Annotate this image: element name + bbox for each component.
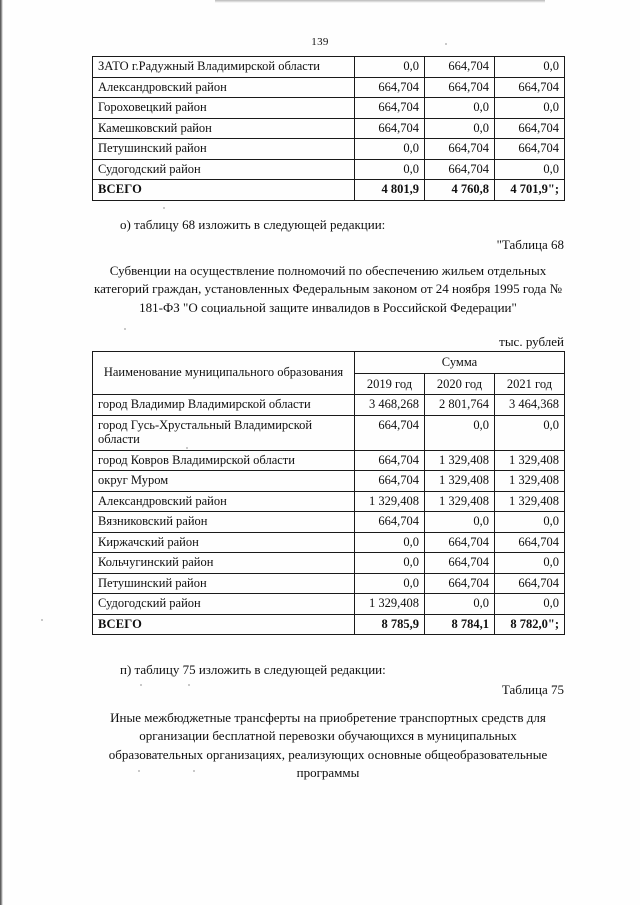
row-name: Петушинский район <box>93 139 355 160</box>
table-row <box>93 118 565 139</box>
table-row <box>93 450 565 471</box>
row-name: Кольчугинский район <box>93 553 355 574</box>
header-year-2021: 2021 год <box>495 373 565 395</box>
row-name: город Гусь-Хрустальный Владимирской области <box>93 415 355 450</box>
row-value-2019: 664,704 <box>355 77 425 98</box>
table-row <box>93 553 565 574</box>
row-value-2019: 0,0 <box>355 57 425 78</box>
amendment-clause-o: о) таблицу 68 изложить в следующей редакции: <box>120 217 386 232</box>
row-value-2019: 664,704 <box>355 512 425 533</box>
row-value-2019: 0,0 <box>355 139 425 160</box>
table-68-title: Субвенции на осуществление полномочий по обеспечению жильем отдельных категорий граждан, установленных Федеральным законом от 24 ноября 1995 года № 181-ФЗ "О социальной защите инвалидов в Российской Федерации" <box>94 263 562 315</box>
row-value-2019: 1 329,408 <box>355 491 425 512</box>
table-row <box>93 594 565 615</box>
row-value-2021: 1 329,408 <box>495 450 565 471</box>
row-name: Камешковский район <box>93 118 355 139</box>
scan-speck <box>41 619 43 621</box>
row-value-2020: 0,0 <box>425 594 495 615</box>
row-value-2021: 1 329,408 <box>495 491 565 512</box>
scan-speck <box>124 328 126 330</box>
row-value-2020: 0,0 <box>425 98 495 119</box>
total-label: ВСЕГО <box>93 614 355 635</box>
row-value-2020: 0,0 <box>425 415 495 450</box>
row-value-2019: 664,704 <box>355 415 425 450</box>
row-value-2020: 1 329,408 <box>425 471 495 492</box>
page-number: 139 <box>311 36 329 48</box>
table-row <box>93 491 565 512</box>
row-name: Судогодский район <box>93 594 355 615</box>
row-name: Александровский район <box>93 491 355 512</box>
row-value-2021: 0,0 <box>495 594 565 615</box>
header-sum: Сумма <box>355 352 565 374</box>
row-name: Гороховецкий район <box>93 98 355 119</box>
row-value-2020: 664,704 <box>425 77 495 98</box>
row-value-2021: 0,0 <box>495 415 565 450</box>
header-year-2019: 2019 год <box>355 373 425 395</box>
row-value-2020: 664,704 <box>425 57 495 78</box>
table-row <box>93 159 565 180</box>
row-value-2019: 0,0 <box>355 159 425 180</box>
row-value-2021: 664,704 <box>495 118 565 139</box>
table-row <box>93 98 565 119</box>
amendment-clause-p: п) таблицу 75 изложить в следующей редакции: <box>120 662 386 677</box>
table-68-head <box>93 352 565 395</box>
row-value-2021: 664,704 <box>495 573 565 594</box>
table-header-row-1 <box>93 352 565 374</box>
row-value-2021: 0,0 <box>495 159 565 180</box>
row-value-2020: 0,0 <box>425 512 495 533</box>
table-row <box>93 415 565 450</box>
row-value-2019: 664,704 <box>355 450 425 471</box>
row-value-2021: 664,704 <box>495 532 565 553</box>
row-value-2019: 0,0 <box>355 532 425 553</box>
row-value-2021: 664,704 <box>495 139 565 160</box>
row-value-2019: 1 329,408 <box>355 594 425 615</box>
row-name: Петушинский район <box>93 573 355 594</box>
row-value-2020: 1 329,408 <box>425 491 495 512</box>
table-previous-body <box>93 57 565 201</box>
row-value-2019: 664,704 <box>355 471 425 492</box>
row-name: Судогодский район <box>93 159 355 180</box>
row-value-2019: 664,704 <box>355 118 425 139</box>
table-75-title: Иные межбюджетные трансферты на приобретение транспортных средств для организации бесплатной перевозки обучающихся в муниципальных образовательных организациях, реализующих основные общеобразовательные программы <box>108 710 548 781</box>
table-row <box>93 395 565 416</box>
row-name: город Ковров Владимирской области <box>93 450 355 471</box>
row-value-2020: 664,704 <box>425 139 495 160</box>
row-name: Александровский район <box>93 77 355 98</box>
total-value-2020: 8 784,1 <box>425 614 495 635</box>
table-total-row <box>93 180 565 201</box>
row-name: город Владимир Владимирской области <box>93 395 355 416</box>
row-value-2020: 664,704 <box>425 159 495 180</box>
row-value-2021: 0,0 <box>495 57 565 78</box>
row-name: Вязниковский район <box>93 512 355 533</box>
row-value-2019: 664,704 <box>355 98 425 119</box>
table-68-body <box>93 395 565 635</box>
total-value-2020: 4 760,8 <box>425 180 495 201</box>
table-total-row <box>93 614 565 635</box>
table-68 <box>92 351 565 635</box>
row-value-2021: 664,704 <box>495 77 565 98</box>
row-value-2020: 664,704 <box>425 553 495 574</box>
table-previous <box>92 56 565 201</box>
table-68-label: "Таблица 68 <box>496 237 564 252</box>
total-value-2021: 4 701,9"; <box>495 180 565 201</box>
row-name: округ Муром <box>93 471 355 492</box>
table-row <box>93 77 565 98</box>
row-value-2020: 2 801,764 <box>425 395 495 416</box>
row-name: ЗАТО г.Радужный Владимирской области <box>93 57 355 78</box>
table-75-label: Таблица 75 <box>501 682 564 697</box>
header-name: Наименование муниципального образования <box>93 352 355 395</box>
total-value-2019: 8 785,9 <box>355 614 425 635</box>
table-row <box>93 512 565 533</box>
row-value-2020: 0,0 <box>425 118 495 139</box>
table-68-units: тыс. рублей <box>499 334 564 349</box>
scan-edge-left <box>0 0 3 905</box>
table-row <box>93 532 565 553</box>
row-value-2021: 1 329,408 <box>495 471 565 492</box>
total-label: ВСЕГО <box>93 180 355 201</box>
row-value-2021: 0,0 <box>495 512 565 533</box>
row-value-2019: 0,0 <box>355 573 425 594</box>
scan-edge-top <box>215 0 545 3</box>
table-row <box>93 471 565 492</box>
row-value-2021: 3 464,368 <box>495 395 565 416</box>
scan-speck <box>163 207 165 209</box>
table-row <box>93 57 565 78</box>
row-value-2020: 664,704 <box>425 532 495 553</box>
row-name: Киржачский район <box>93 532 355 553</box>
total-value-2021: 8 782,0"; <box>495 614 565 635</box>
total-value-2019: 4 801,9 <box>355 180 425 201</box>
row-value-2020: 1 329,408 <box>425 450 495 471</box>
row-value-2020: 664,704 <box>425 573 495 594</box>
row-value-2021: 0,0 <box>495 98 565 119</box>
header-year-2020: 2020 год <box>425 373 495 395</box>
row-value-2019: 3 468,268 <box>355 395 425 416</box>
row-value-2019: 0,0 <box>355 553 425 574</box>
row-value-2021: 0,0 <box>495 553 565 574</box>
table-row <box>93 573 565 594</box>
table-row <box>93 139 565 160</box>
